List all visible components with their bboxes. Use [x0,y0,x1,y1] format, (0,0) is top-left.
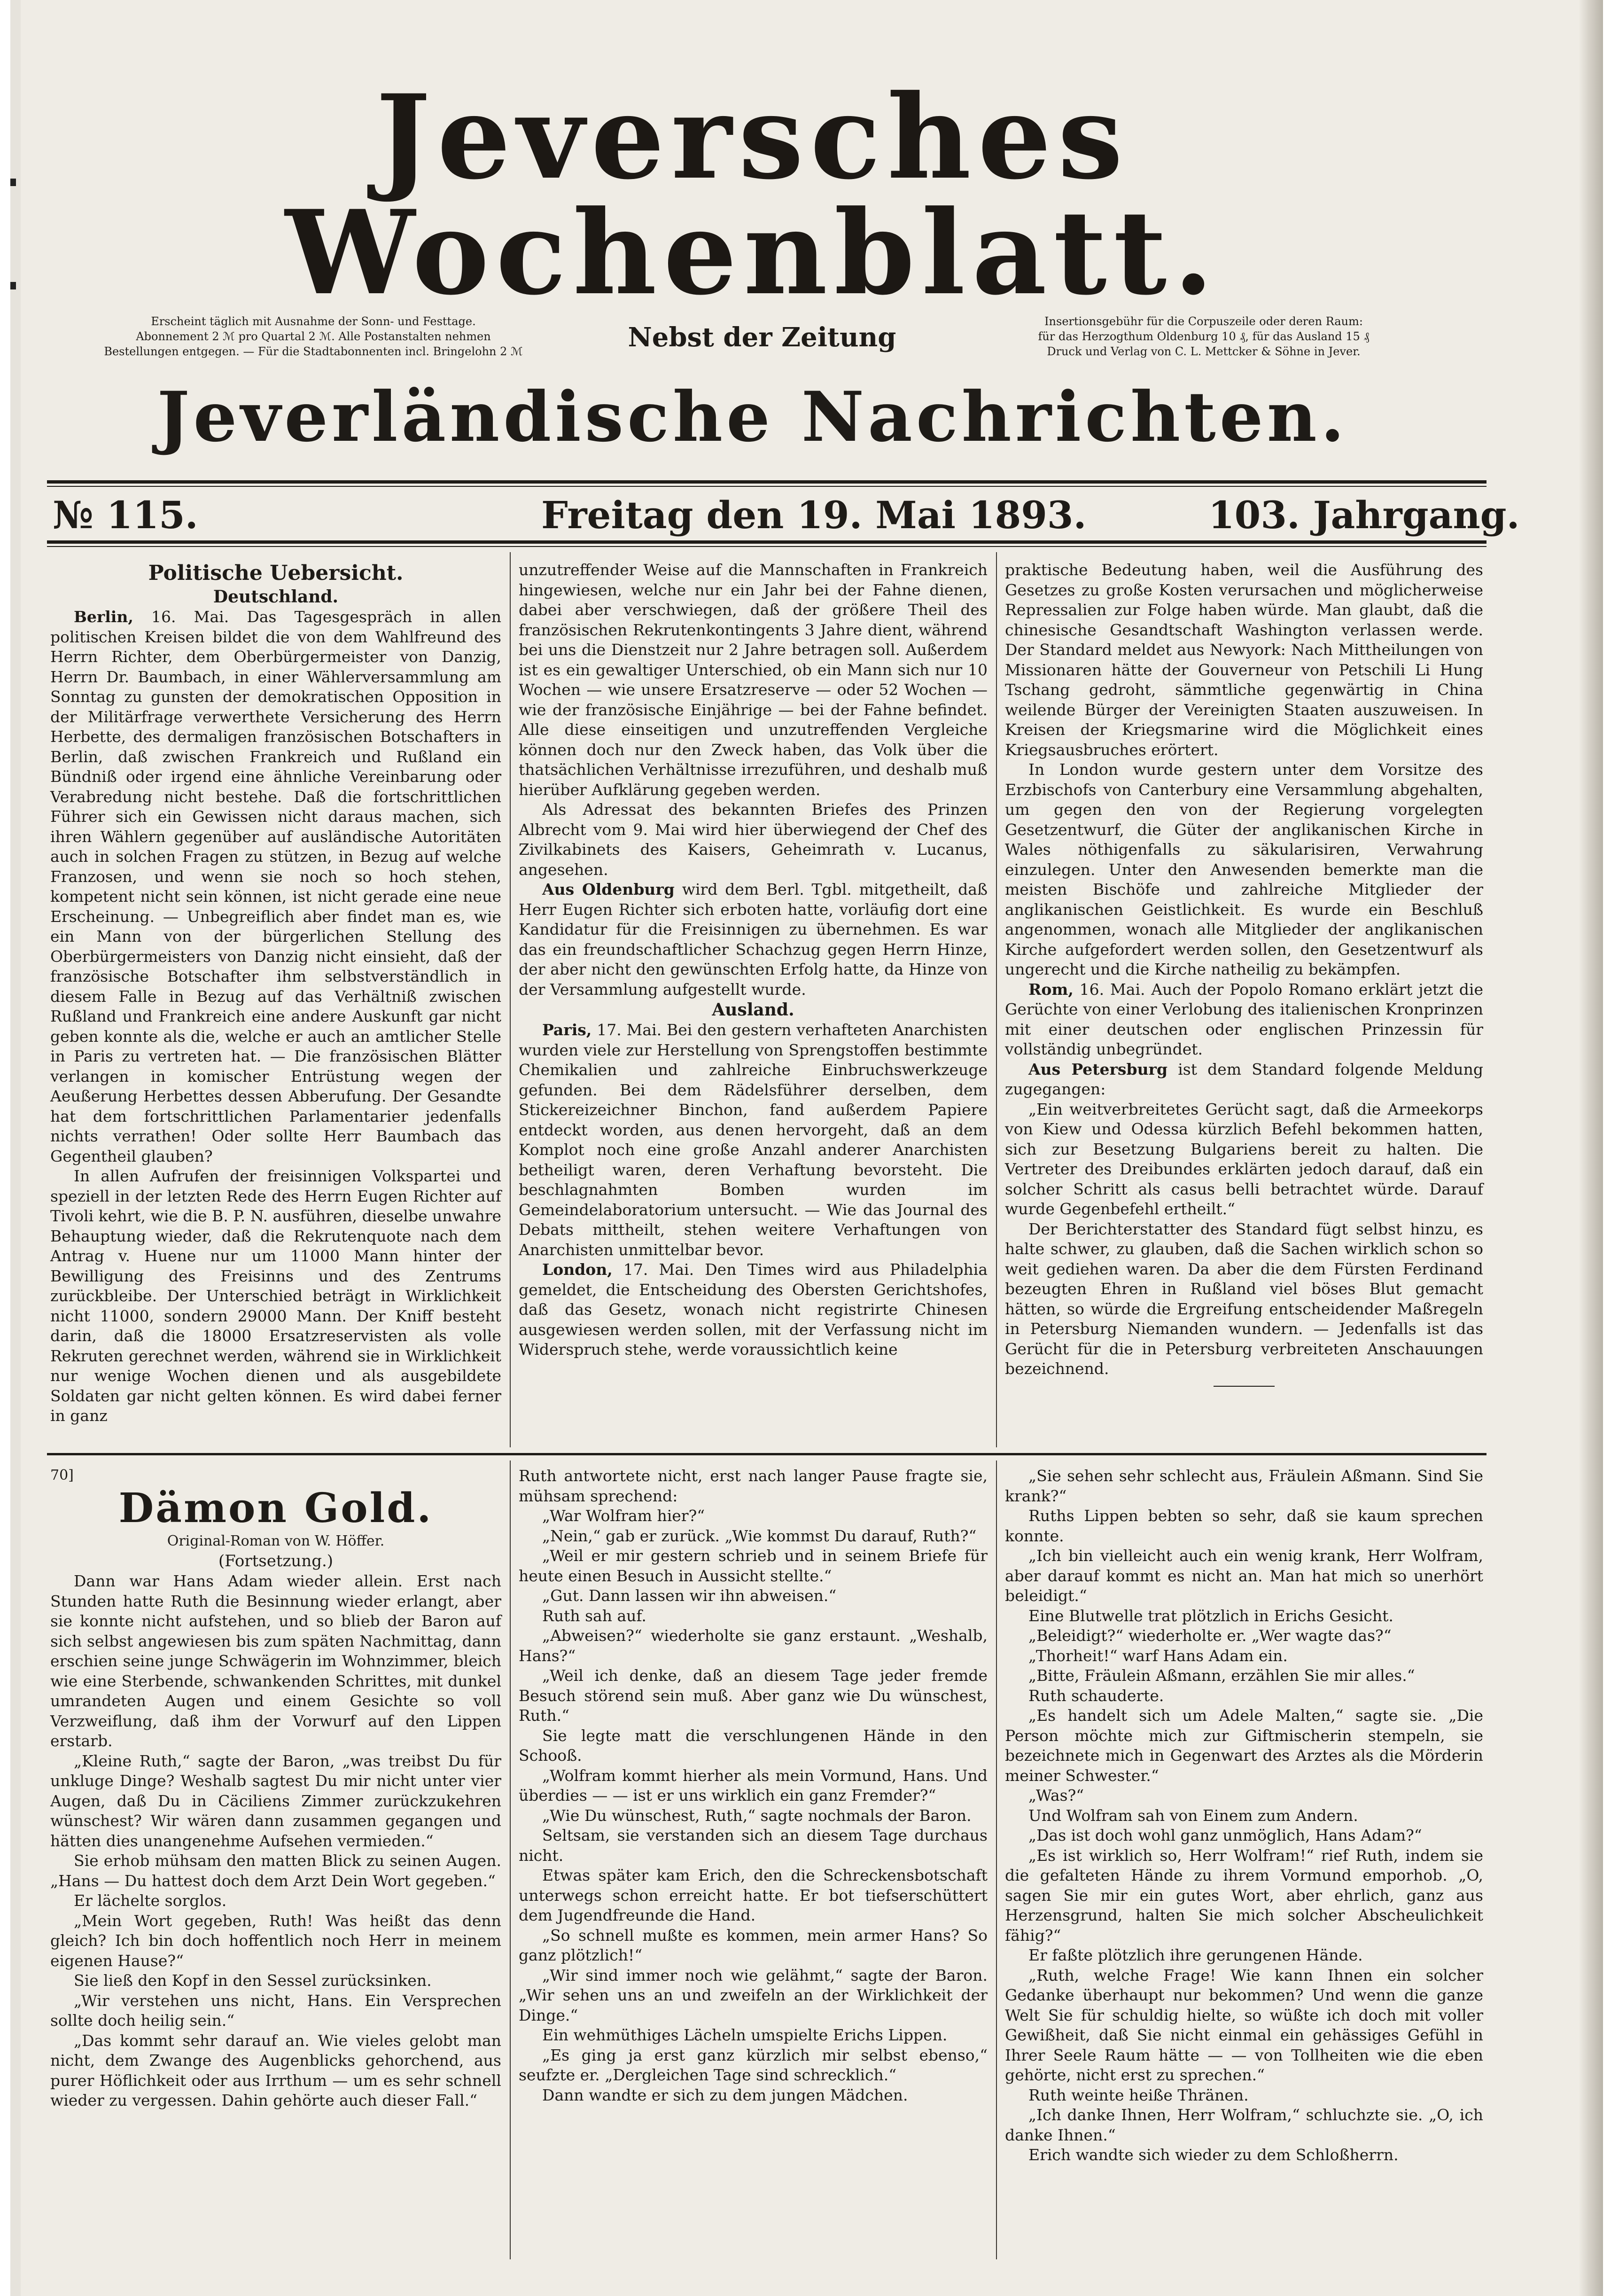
novel-paragraph: „Was?“ [1028,1786,1084,1804]
end-rule [1214,1386,1275,1387]
novel-paragraph: „Kleine Ruth,“ sagte der Baron, „was treibst Du für unkluge Dinge? Weshalb sagtest Du mir nicht unter vier Augen, daß Du in Cäciliens Zimmer zurückzukehren wünschest? Wir wären dann zusammen gegangen und hätten dies unangenehme Aufsehen vermieden.“ [50,1751,501,1850]
supplement-note: Nebst der Zeitung [628,322,896,353]
novel-paragraph: „War Wolfram hier?“ [542,1507,705,1525]
article-paragraph [519,1020,988,1260]
novel-paragraph: „Weil er mir gestern schrieb und in seinem Briefe für heute einen Besuch in Aussicht stellte.“ [519,1546,988,1585]
masthead-title: Jeversches Wochenblatt. [285,70,1221,321]
novel-paragraph: Dann wandte er sich zu dem jungen Mädchen. [542,2085,908,2104]
article-text: 17. Mai. Bei den gestern verhafteten Anarchisten wurden viele zur Herstellung von Sprengstoffen bestimmte Chemikalien und zahlreiche Einbruchswerkzeuge gefunden. Bei dem Rädelsführer derselben, dem Stickereizeichner Binchon, fand außerdem Papiere entdeckt worden, aus denen hervorgeht, daß an dem Komplot noch eine große Anzahl anderer Anarchisten betheiligt waren, deren Verhaftung bevorsteht. Die beschlagnahmten Bomben wurden im Gemeindelaboratorium untersucht. — Wie das Journal des Debats mittheilt, stehen weitere Verhaftungen von Anarchisten unmittelbar bevor. [519,1021,988,1259]
dateline-rule [47,540,1486,544]
section-subtitle: Ausland. [712,1000,794,1020]
masthead-rule [47,480,1486,484]
article-text: ist dem Standard folgende Meldung zugegangen: [1005,1060,1483,1098]
section-title: Politische Uebersicht. [148,561,404,585]
novel-paragraph: „Gut. Dann lassen wir ihn abweisen.“ [542,1586,837,1605]
novel-title: Dämon Gold. [118,1484,433,1532]
continuation-note: (Fortsetzung.) [218,1552,334,1570]
dateline-rule [47,546,1486,547]
masthead-rule [47,486,1486,487]
section-subtitle: Deutschland. [213,587,339,607]
subscription-line: Abonnement 2 ℳ pro Quartal 2 ℳ. Alle Postanstalten nehmen [136,330,491,343]
novel-column-3 [1005,1466,1483,2165]
advertising-line: Druck und Verlag von C. L. Mettcker & Söhne in Jever. [1047,345,1361,358]
novel-column-1 [50,1466,501,2111]
article-text: 16. Mai. Auch der Popolo Romano erklärt jetzt die Gerüchte von einer Verlobung des italienischen Kronprinzen mit einer deutschen oder englischen Prinzessin für vollständig unbegründet. [1005,980,1483,1058]
novel-paragraph: „Es ist wirklich so, Herr Wolfram!“ rief Ruth, indem sie die gefalteten Hände zu ihrem Vormund emporhob. „O, sagen Sie mir ein gutes Wort, aber ehrlich, ganz aus Herzensgrund, halten Sie mich solcher Abscheulichkeit fähig?“ [1005,1846,1483,1945]
novel-paragraph: „Das kommt sehr darauf an. Wie vieles gelobt man nicht, dem Zwange des Augenblicks gehorchend, aus purer Höflichkeit oder aus Irrthum — um es sehr schnell wieder zu vergessen. Dahin gehörte auch dieser Fall.“ [50,2031,501,2109]
article-text: praktische Bedeutung haben, weil die Ausführung des Gesetzes zu große Kosten verursachen und möglicherweise Repressalien zur Folge haben würde. Man glaubt, daß die chinesische Gesandtschaft Washington verlassen werde. Der Standard meldet aus Newyork: Nach Mittheilungen von Missionaren hätte der Gouverneur von Petschili Li Hung Tschang gedroht, sämmtliche gegenwärtig in China weilende Bürger der Vereinigten Staaten auszuweisen. In Kreisen der Kriegsmarine wird die Möglichkeit eines Kriegsausbruches erörtert. [1005,561,1483,759]
article-paragraph [1005,560,1483,760]
article-paragraph [50,607,501,1166]
novel-paragraph: Sie ließ den Kopf in den Sessel zurücksinken. [74,1971,432,1990]
article-paragraph [1005,1060,1483,1100]
article-dateline: Berlin, [74,608,133,626]
novel-paragraph: „Ruth, welche Frage! Wie kann Ihnen ein solcher Gedanke überhaupt nur bekommen? Und wenn die ganze Welt Sie für schuldig hielte, so wüßte ich doch mit voller Gewißheit, daß Sie nicht einmal ein gehässiges Gefühl in Ihrer Seele Raum hätte — — von Tollheiten wie die eben gehörte, nicht erst zu sprechen.“ [1005,1966,1483,2084]
politics-column-2 [519,560,988,1360]
novel-paragraph: Etwas später kam Erich, den die Schreckensbotschaft unterwegs schon erreicht hatte. Er bot tiefserschüttert dem Jugendfreunde die Hand. [519,1866,988,1924]
article-paragraph [519,800,988,880]
novel-paragraph: „Wie Du wünschest, Ruth,“ sagte nochmals der Baron. [542,1806,972,1825]
issue-number: № 115. [53,493,198,537]
novel-paragraph: Eine Blutwelle trat plötzlich in Erichs Gesicht. [1028,1606,1393,1625]
article-text: 17. Mai. Den Times wird aus Philadelphia gemeldet, die Entscheidung des Obersten Gerichtshofes, daß das Gesetz, wonach nicht registrirte Chinesen ausgewiesen werden sollen, mit der Verfassung nicht im Widerspruch stehe, werde voraussichtlich keine [519,1260,988,1359]
novel-paragraph: Seltsam, sie verstanden sich an diesem Tage durchaus nicht. [519,1826,988,1865]
article-paragraph [1005,980,1483,1060]
politics-column-3 [1005,560,1483,1387]
novel-column-2 [519,1466,988,2105]
novel-paragraph: „So schnell mußte es kommen, mein armer Hans? So ganz plötzlich!“ [519,1926,988,1964]
novel-paragraph: Dann war Hans Adam wieder allein. Erst nach Stunden hatte Ruth die Besinnung wieder erlangt, aber sie konnte nicht aufstehen, und so blieb der Baron auf sich selbst angewiesen bis zum späten Nachmittag, dann erschien seine junge Schwägerin im Wohnzimmer, bleich wie eine Sterbende, schwankenden Schrittes, mit dunkel umrandeten Augen und einem Gesichte so voll Verzweiflung, daß ihm der Vorwurf auf den Lippen erstarb. [50,1572,501,1750]
advertising-line: Insertionsgebühr für die Corpuszeile oder deren Raum: [1044,315,1363,328]
issue-volume: 103. Jahrgang. [1208,493,1520,537]
article-paragraph [1005,760,1483,980]
article-text: 16. Mai. Das Tagesgespräch in allen politischen Kreisen bildet die von dem Wahlfreund des Herrn Richter, dem Oberbürgermeister von Danzig, Herrn Dr. Baumbach, in einer Wählerversammlung am Sonntag zu gunsten der demokratischen Opposition in der Militärfrage verwerthete Versicherung des Herrn Herbette, des dermaligen französischen Botschafters in Berlin, daß zwischen Frankreich und Rußland ein Bündniß oder irgend eine ähnliche Vereinbarung oder Verabredung nicht bestehe. Daß die fortschrittlichen Führer sich ein Gewissen nicht daraus machen, sich ihren Wählern gegenüber auf ausländische Autoritäten auch in solchen Fragen zu stützen, in Bezug auf welche Franzosen, und wenn sie noch so hoch stehen, kompetent nicht sein können, ist nicht gerade eine neue Erscheinung. — Unbegreiflich aber findet man es, wie ein Mann von der bürgerlichen Stellung des Oberbürgermeisters von Danzig nicht einsieht, daß der französische Botschafter ihm selbstverständlich in diesem Falle in Bezug auf das Verhältniß zwischen Rußland und Frankreich eine andere Auskunft gar nicht geben konnte als die, welche er auch an amtlicher Stelle in Paris zu vertreten hat. — Die französischen Blätter verlangen in komischer Entrüstung wegen der Aeußerung Herbettes dessen Abberufung. Der Gesandte hat dem fortschrittlichen Parlamentarier jedenfalls nichts verrathen! Oder sollte Herr Baumbach das Gegentheil glauben? [50,608,501,1165]
subscription-line: Bestellungen entgegen. — Für die Stadtabonnenten incl. Bringelohn 2 ℳ [104,345,523,358]
column-divider [510,552,511,1447]
novel-paragraph: „Abweisen?“ wiederholte sie ganz erstaunt. „Weshalb, Hans?“ [519,1626,988,1665]
article-text: wird dem Berl. Tgbl. mitgetheilt, daß Herr Eugen Richter sich erboten hatte, vorläufig dort eine Kandidatur für die Freisinnigen zu übernehmen. Es war das ein freundschaftlicher Schachzug gegen Herrn Hinze, der aber nicht den gewünschten Erfolg hatte, da Hinze von der Versammlung aufgestellt wurde. [519,880,988,999]
novel-byline: Original-Roman von W. Höffer. [167,1533,385,1549]
novel-paragraph: „Wir verstehen uns nicht, Hans. Ein Versprechen sollte doch heilig sein.“ [50,1991,501,2030]
masthead-subtitle: Jeverländische Nachrichten. [157,377,1348,457]
margin-mark [10,282,16,289]
novel-paragraph: Sie legte matt die verschlungenen Hände in den Schooß. [519,1726,988,1765]
novel-paragraph: Ruths Lippen bebten so sehr, daß sie kaum sprechen konnte. [1005,1507,1483,1545]
article-paragraph [519,1260,988,1360]
article-text: „Ein weitverbreitetes Gerücht sagt, daß die Armeekorps von Kiew und Odessa kürzlich Befehl bekommen hatten, sich zur Besetzung Bulgariens bereit zu halten. Die Vertreter des Dreibundes erklärten jedoch darauf, daß ein solcher Schritt als casus belli betrachtet würde. Darauf wurde Gegenbefehl ertheilt.“ [1005,1100,1483,1218]
novel-paragraph: „Es ging ja erst ganz kürzlich mir selbst ebenso,“ seufzte er. „Dergleichen Tage sind schrecklich.“ [519,2046,988,2084]
article-text: In allen Aufrufen der freisinnigen Volkspartei und speziell in der letzten Rede des Herrn Eugen Richter auf Tivoli kehrt, wie die B. P. N. ausführen, dieselbe unwahre Behauptung wieder, daß die Rekrutenquote nach dem Antrag v. Huene nur um 11000 Mann hinter der Bewilligung des Freisinns und des Zentrums zurückbleibe. Der Unterschied beträgt in Wirklichkeit nicht 11000, sondern 29000 Mann. Der Kniff besteht darin, daß die 18000 Ersatzreservisten als volle Rekruten gerechnet werden, während sie in Wirklichkeit nur wenige Wochen dienen und als ausgebildete Soldaten gar nicht gelten können. Es wird dabei ferner in ganz [50,1167,501,1425]
novel-paragraph: Ein wehmüthiges Lächeln umspielte Erichs Lippen. [542,2026,948,2044]
advertising-info [969,314,1439,359]
article-paragraph [1005,1219,1483,1379]
novel-paragraph: Er lächelte sorglos. [74,1891,227,1910]
column-divider [996,552,997,1447]
newspaper-page [10,0,1603,2296]
article-text: In London wurde gestern unter dem Vorsitze des Erzbischofs von Canterbury eine Versammlung abgehalten, um gegen den von der Regierung vorgelegten Gesetzentwurf, die Güter der anglikanischen Kirche in Wales nöthigenfalls zu säkularisiren, Verwahrung einzulegen. Unter den Anwesenden bemerkte man die meisten Bischöfe und zahlreiche Mitglieder der anglikanischen Geistlichkeit. Es wurde ein Beschluß angenommen, wonach alle Mitglieder der anglikanischen Kirche aufgefordert werden sollen, den Gesetzentwurf als ungerecht und die Kirche natheilig zu bekämpfen. [1005,760,1483,978]
politics-column-1 [50,560,501,1426]
article-dateline: Aus Oldenburg [542,880,675,898]
column-divider [510,1460,511,2259]
article-dateline: Rom, [1028,980,1074,999]
novel-paragraph: Ruth sah auf. [542,1606,646,1625]
novel-paragraph: „Wir sind immer noch wie gelähmt,“ sagte der Baron. „Wir sehen uns an und zweifeln an der Wirklichkeit der Dinge.“ [519,1966,988,2024]
novel-paragraph: „Nein,“ gab er zurück. „Wie kommst Du darauf, Ruth?“ [542,1526,977,1545]
novel-paragraph: „Das ist doch wohl ganz unmöglich, Hans Adam?“ [1028,1826,1422,1844]
article-dateline: London, [542,1260,613,1279]
article-text: Als Adressat des bekannten Briefes des Prinzen Albrecht vom 9. Mai wird hier überwiegend der Chef des Zivilkabinets des Kaisers, Geheimrath v. Lucanus, angesehen. [519,800,988,879]
article-paragraph [1005,1100,1483,1219]
article-dateline: Aus Petersburg [1028,1060,1168,1078]
article-text: unzutreffender Weise auf die Mannschaften in Frankreich hingewiesen, welche nur ein Jahr bei der Fahne dienen, dabei aber verschwiegen, daß der größere Theil des französischen Rekrutenkontingents 3 Jahre dient, während bei uns die Dienstzeit nur 2 Jahre betragen soll. Außerdem ist es ein gewaltiger Unterschied, ob ein Mann sich nur 10 Wochen — wie unsere Ersatzreserve — oder 52 Wochen — wie der französische Einjährige — bei der Fahne befindet. Alle diese einseitigen und unzutreffenden Vergleiche können doch nur den Zweck haben, das Volk über die thatsächlichen Verhältnisse irrezuführen, und deshalb muß hierüber Aufklärung gegeben werden. [519,561,988,799]
advertising-line: für das Herzogthum Oldenburg 10 ₰, für das Ausland 15 ₰ [1038,330,1370,343]
article-paragraph [519,560,988,800]
novel-paragraph: „Bitte, Fräulein Aßmann, erzählen Sie mir alles.“ [1028,1666,1415,1685]
subscription-line: Erscheint täglich mit Ausnahme der Sonn- und Festtage. [151,315,476,328]
novel-paragraph: „Thorheit!“ warf Hans Adam ein. [1028,1646,1288,1665]
novel-paragraph: Ruth antwortete nicht, erst nach langer Pause fragte sie, mühsam sprechend: [519,1467,988,1505]
novel-paragraph: Und Wolfram sah von Einem zum Andern. [1028,1806,1358,1825]
novel-paragraph: Erich wandte sich wieder zu dem Schloßherrn. [1028,2146,1399,2164]
novel-paragraph: Er faßte plötzlich ihre gerungenen Hände. [1028,1946,1363,1964]
novel-paragraph: „Ich bin vielleicht auch ein wenig krank, Herr Wolfram, aber darauf kommt es nicht an. Man hat mich so unerhört beleidigt.“ [1005,1546,1483,1605]
novel-paragraph: „Sie sehen sehr schlecht aus, Fräulein Aßmann. Sind Sie krank?“ [1005,1467,1483,1505]
article-text: Der Berichterstatter des Standard fügt selbst hinzu, es halte schwer, zu glauben, daß die Sachen wirklich schon so weit gediehen waren. Da aber die dem Fürsten Ferdinand bezeugten Ehren in Rußland viel böses Blut gemacht hätten, so würde die Ergreifung entscheidender Maßregeln in Petersburg Niemanden wundern. — Jedenfalls ist das Gerücht für die in Petersburg verbreiteten Anschauungen bezeichnend. [1005,1219,1483,1378]
issue-date: Freitag den 19. Mai 1893. [541,493,1087,537]
page-edge [10,0,21,2296]
margin-mark [10,179,16,186]
article-paragraph [519,880,988,1000]
installment-number: 70] [50,1467,74,1484]
subscription-info [67,314,560,359]
novel-paragraph: Sie erhob mühsam den matten Blick zu seinen Augen. „Hans — Du hattest doch dem Arzt Dein Wort gegeben.“ [50,1851,501,1890]
article-paragraph [50,1166,501,1426]
novel-paragraph: „Es handelt sich um Adele Malten,“ sagte sie. „Die Person möchte mich zur Giftmischerin stempeln, sie bezeichnete mich in Gegenwart des Arztes als die Mörderin meiner Schwester.“ [1005,1706,1483,1785]
novel-paragraph: Ruth schauderte. [1028,1686,1164,1705]
novel-paragraph: „Wolfram kommt hierher als mein Vormund, Hans. Und überdies — — ist er uns wirklich ein ganz Fremder?“ [519,1766,988,1804]
novel-paragraph: „Beleidigt?“ wiederholte er. „Wer wagte das?“ [1028,1626,1392,1645]
article-dateline: Paris, [542,1021,592,1039]
novel-paragraph: „Weil ich denke, daß an diesem Tage jeder fremde Besuch störend sein muß. Aber ganz wie Du wünschest, Ruth.“ [519,1666,988,1725]
column-divider [996,1460,997,2259]
binding-shadow [1579,0,1603,2296]
feuilleton-rule [47,1453,1486,1455]
novel-paragraph: Ruth weinte heiße Thränen. [1028,2085,1249,2104]
novel-paragraph: „Mein Wort gegeben, Ruth! Was heißt das denn gleich? Ich bin doch hoffentlich noch Herr in meinem eigenen Hause?“ [50,1911,501,1970]
novel-paragraph: „Ich danke Ihnen, Herr Wolfram,“ schluchzte sie. „O, ich danke Ihnen.“ [1005,2106,1483,2144]
